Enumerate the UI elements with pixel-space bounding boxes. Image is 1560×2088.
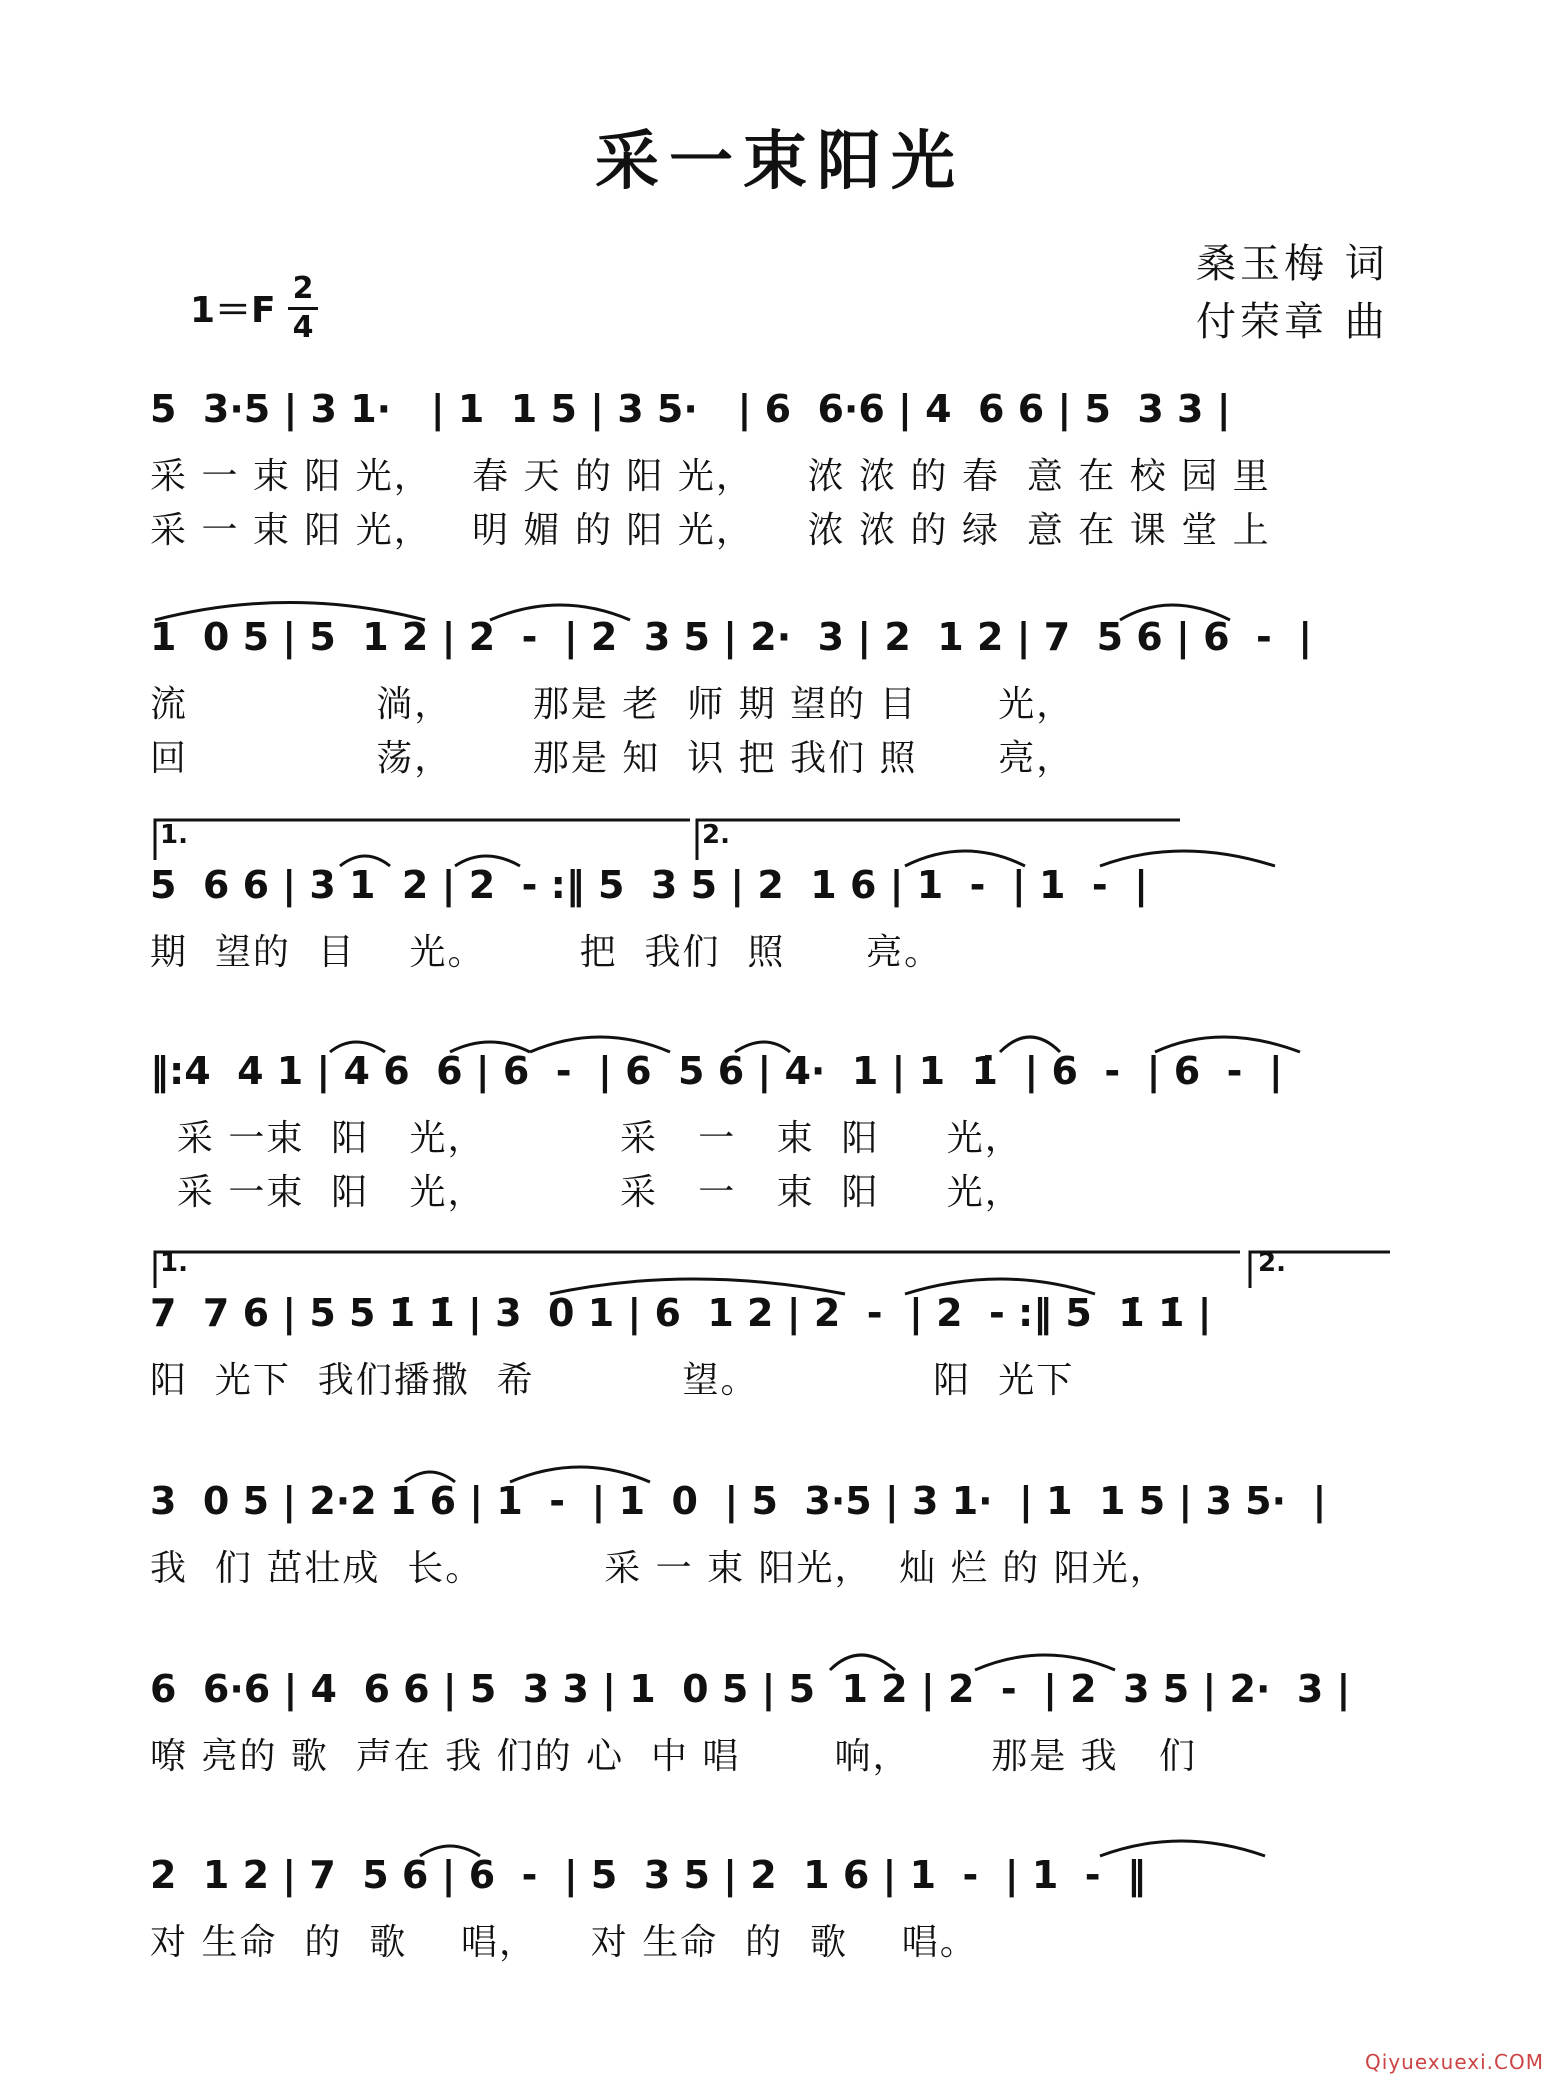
lyrics-line-4-verse-1: 采 一束 阳 光， 采 一 束 阳 光，	[150, 1118, 1023, 1159]
volta-1-label: 1.	[160, 820, 188, 850]
slur-mark	[340, 856, 390, 866]
notes-line-6: 3 0 5 | 2·2 1 6 | 1 - | 1 0 | 5 3·5 | 3 1· | 1 1 5 | 3 5· |	[150, 1479, 1327, 1523]
slur-mark	[1155, 1037, 1300, 1052]
notes-line-8: 2 1 2 | 7 5 6 | 6 - | 5 3 5 | 2 1 6 | 1 - | 1 - ‖	[150, 1853, 1146, 1897]
notes-line-5: 7 7 6 | 5 5 1̇ 1̇ | 3 0 1 | 6 1 2 | 2 - | 2 - :‖ 5 1̇ 1̇ |	[150, 1291, 1212, 1335]
time-sig-bottom: 4	[292, 310, 314, 345]
volta-2-bracket	[1250, 1252, 1390, 1288]
slur-mark	[550, 1279, 845, 1294]
lyrics-line-5: 阳 光下 我们播撒 希 望。 阳 光下	[150, 1360, 1075, 1401]
lyrics-line-1-verse-2: 采 一 束 阳 光， 明 媚 的 阳 光， 浓 浓 的 绿 意 在 课 堂 上	[150, 510, 1271, 551]
notes-line-7: 6 6·6 | 4 6 6 | 5 3 3 | 1 0 5 | 5 1 2 | 2 - | 2 3 5 | 2· 3 |	[150, 1667, 1351, 1711]
slur-mark	[1100, 851, 1275, 866]
slur-mark	[905, 851, 1025, 866]
lyrics-line-1-verse-1: 采 一 束 阳 光， 春 天 的 阳 光， 浓 浓 的 春 意 在 校 园 里	[150, 456, 1271, 497]
slur-mark	[1100, 1841, 1265, 1856]
slur-mark	[330, 1042, 385, 1052]
slur-mark	[490, 605, 630, 620]
volta-1-label: 1.	[160, 1248, 188, 1278]
lyrics-line-3: 期 望的 目 光。 把 我们 照 亮。	[150, 932, 943, 973]
slur-mark	[510, 1467, 650, 1482]
key-signature: 1＝F	[190, 290, 276, 331]
lyrics-line-7: 嘹 亮的 歌 声在 我 们的 心 中 唱 响， 那是 我 们	[150, 1736, 1197, 1777]
lyrics-line-2-verse-2: 回 荡， 那是 知 识 把 我们 照 亮，	[150, 738, 1075, 779]
slur-mark	[735, 1042, 790, 1052]
composer-credit: 付荣章 曲	[1196, 299, 1389, 345]
lyrics-line-6: 我 们 茁壮成 长。 采 一 束 阳光， 灿 烂 的 阳光，	[150, 1548, 1168, 1589]
site-watermark: Qiyuexuexi.COM	[1365, 2050, 1544, 2074]
time-sig-top: 2	[292, 271, 314, 306]
song-title: 采一束阳光	[595, 124, 965, 199]
lyrics-line-8: 对 生命 的 歌 唱， 对 生命 的 歌 唱。	[150, 1922, 978, 1963]
volta-2-label: 2.	[702, 820, 730, 850]
slur-mark	[975, 1655, 1115, 1670]
volta-1-bracket	[155, 1252, 1240, 1288]
slur-mark	[1000, 1037, 1060, 1052]
slur-mark	[830, 1655, 895, 1670]
notes-line-4: ‖:4 4 1 | 4 6 6 | 6 - | 6 5 6 | 4· 1 | 1 1̇ | 6 - | 6 - |	[150, 1049, 1283, 1093]
slur-mark	[455, 856, 520, 866]
volta-2-label: 2.	[1258, 1248, 1286, 1278]
slur-mark	[155, 603, 425, 621]
lyrics-line-2-verse-1: 流 淌， 那是 老 师 期 望的 目 光，	[150, 684, 1075, 725]
lyricist-credit: 桑玉梅 词	[1196, 241, 1389, 287]
volta-1-bracket	[155, 820, 690, 860]
notes-line-2: 1 0 5 | 5 1 2 | 2 - | 2 3 5 | 2· 3 | 2 1 2 | 7 5 6 | 6 - |	[150, 615, 1313, 659]
lyrics-line-4-verse-2: 采 一束 阳 光， 采 一 束 阳 光，	[150, 1172, 1023, 1213]
slur-mark	[530, 1037, 670, 1052]
slur-mark	[905, 1279, 1095, 1294]
notes-line-1: 5 3·5 | 3 1· | 1 1 5 | 3 5· | 6 6·6 | 4 6 6 | 5 3 3 |	[150, 387, 1231, 431]
slur-mark	[1120, 605, 1230, 620]
slur-mark	[450, 1042, 530, 1052]
slur-mark	[420, 1846, 480, 1856]
slur-mark	[405, 1472, 455, 1482]
notes-line-3: 5 6 6 | 3 1 2 | 2 - :‖ 5 3 5 | 2 1 6 | 1 - | 1 - |	[150, 863, 1148, 907]
